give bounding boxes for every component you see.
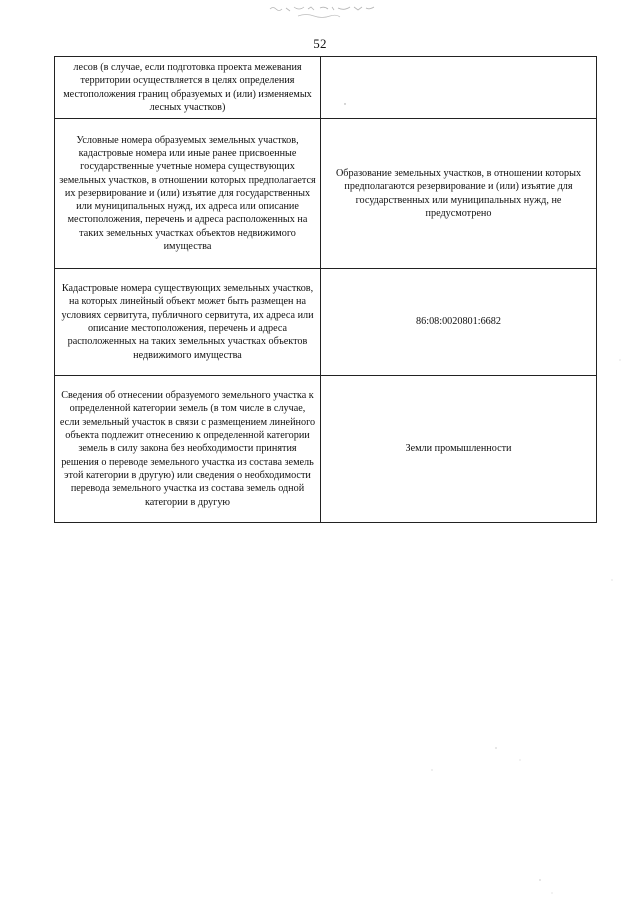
row-value-cell: 86:08:0020801:6682 bbox=[321, 269, 597, 376]
table-row bbox=[55, 119, 597, 269]
table-row bbox=[55, 57, 597, 119]
page-number: 52 bbox=[313, 36, 327, 51]
row-value-cell bbox=[321, 57, 597, 119]
scan-artifact-mark bbox=[268, 3, 378, 21]
row-label-cell: Кадастровые номера существующих земельных участков, на которых линейный объект может быть размещен на условиях сервитута, публичного сервитута, их адреса или описание местоположения, перечень и адреса расположенных на таких земельных участках объектов недвижимого имущества bbox=[55, 269, 321, 376]
row-value-cell: Образование земельных участков, в отношении которых предполагаются резервирование и (или) изъятие для государственных или муниципальных нужд, не предусмотрено bbox=[321, 119, 597, 269]
table-row bbox=[55, 269, 597, 376]
table-row bbox=[55, 376, 597, 523]
row-label-cell: Условные номера образуемых земельных участков, кадастровые номера или иные ранее присвоенные государственные учетные номера существующих земельных участков, в отношении которых предполагается их резервирование и (или) изъятие для государственных или муниципальных нужд, их адреса или описание местоположения, перечень и адреса расположенных на таких земельных участках объектов недвижимого имущества bbox=[55, 119, 321, 269]
row-label-cell: лесов (в случае, если подготовка проекта межевания территории осуществляется в целях определения местоположения границ образуемых и (или) изменяемых лесных участков) bbox=[55, 57, 321, 119]
document-table bbox=[54, 56, 597, 523]
row-value-cell: Земли промышленности bbox=[321, 376, 597, 523]
row-label-cell: Сведения об отнесении образуемого земельного участка к определенной категории земель (в том числе в случае, если земельный участок в связи с размещением линейного объекта подлежит отнесению к определенной категории земель в силу закона без необходимости принятия решения о переводе земельного участка из состава земель этой категории в другую) или сведения о необходимости перевода земельного участка из состава земель одной категории в другую bbox=[55, 376, 321, 523]
